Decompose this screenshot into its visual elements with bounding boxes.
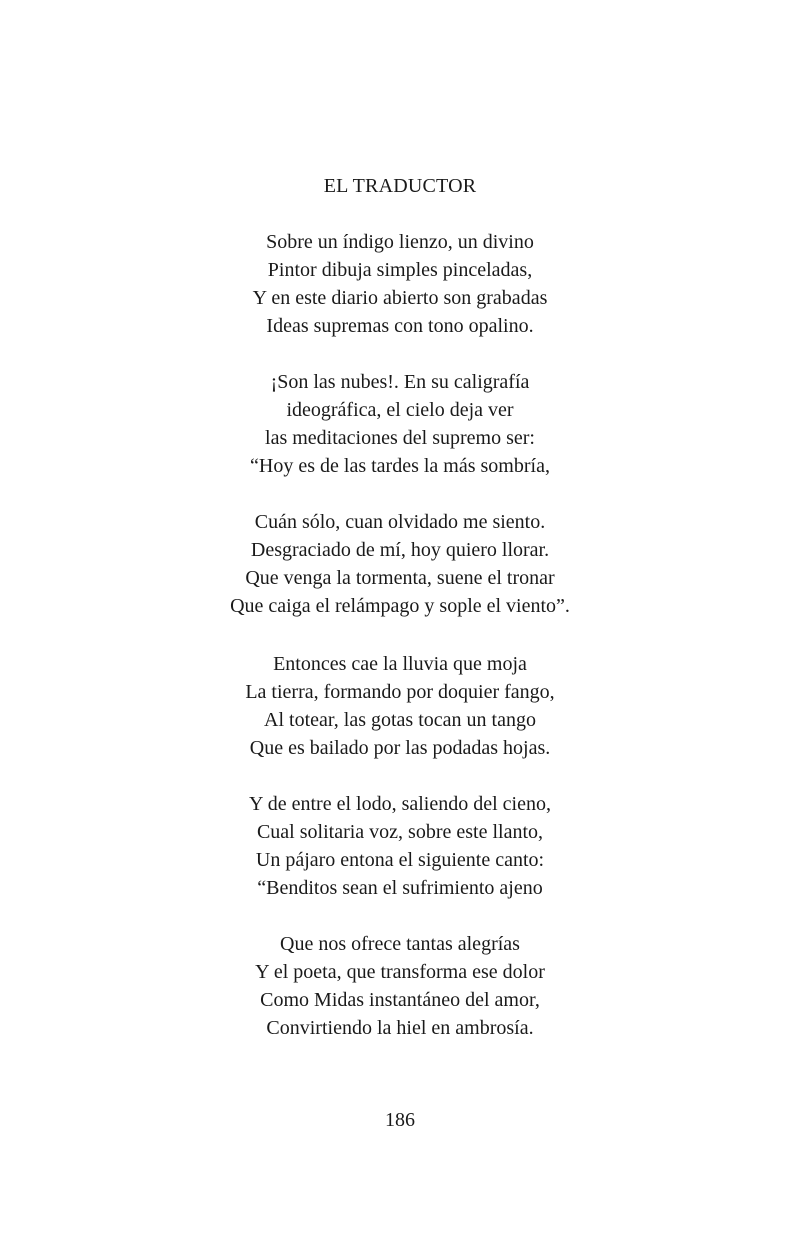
poem-line: Cual solitaria voz, sobre este llanto, [256,821,544,843]
poem-line: Al totear, las gotas tocan un tango [264,709,536,731]
poem-line: ¡Son las nubes!. En su caligrafía [270,371,530,393]
poem-line: las meditaciones del supremo ser: [265,427,535,449]
stanza-1 [0,228,800,340]
stanza-3 [0,508,800,620]
stanza-6 [0,930,800,1042]
poem-line: Y de entre el lodo, saliendo del cieno, [249,793,551,815]
poem-line: Como Midas instantáneo del amor, [260,989,540,1011]
poem-line: Entonces cae la lluvia que moja [273,653,527,675]
poem-line: Que venga la tormenta, suene el tronar [245,567,555,589]
poem-line: Un pájaro entona el siguiente canto: [255,849,545,871]
poem-line: Y el poeta, que transforma ese dolor [255,961,545,983]
poem-line: Cuán sólo, cuan olvidado me siento. [254,511,546,533]
poem-line: Ideas supremas con tono opalino. [266,315,534,337]
poem-line: ideográfica, el cielo deja ver [286,399,514,421]
poem-line: Que nos ofrece tantas alegrías [280,933,520,955]
poem-line: Sobre un índigo lienzo, un divino [266,231,534,253]
poem-line: Convirtiendo la hiel en ambrosía. [266,1017,534,1039]
stanza-5 [0,790,800,902]
stanza-4 [0,650,800,762]
poem-line: “Benditos sean el sufrimiento ajeno [257,877,543,899]
poem-line: Desgraciado de mí, hoy quiero llorar. [250,539,550,561]
stanza-2 [0,368,800,480]
poem-line: La tierra, formando por doquier fango, [245,681,555,703]
poem-line: Que caiga el relámpago y sople el viento”. [230,595,570,617]
poem-line: Y en este diario abierto son grabadas [252,287,548,309]
poem-line: “Hoy es de las tardes la más sombría, [250,455,550,477]
poem-line: Pintor dibuja simples pinceladas, [267,259,533,281]
poem-title: EL TRADUCTOR [323,175,477,197]
page-number: 186 [385,1109,415,1131]
poem-line: Que es bailado por las podadas hojas. [249,737,551,759]
